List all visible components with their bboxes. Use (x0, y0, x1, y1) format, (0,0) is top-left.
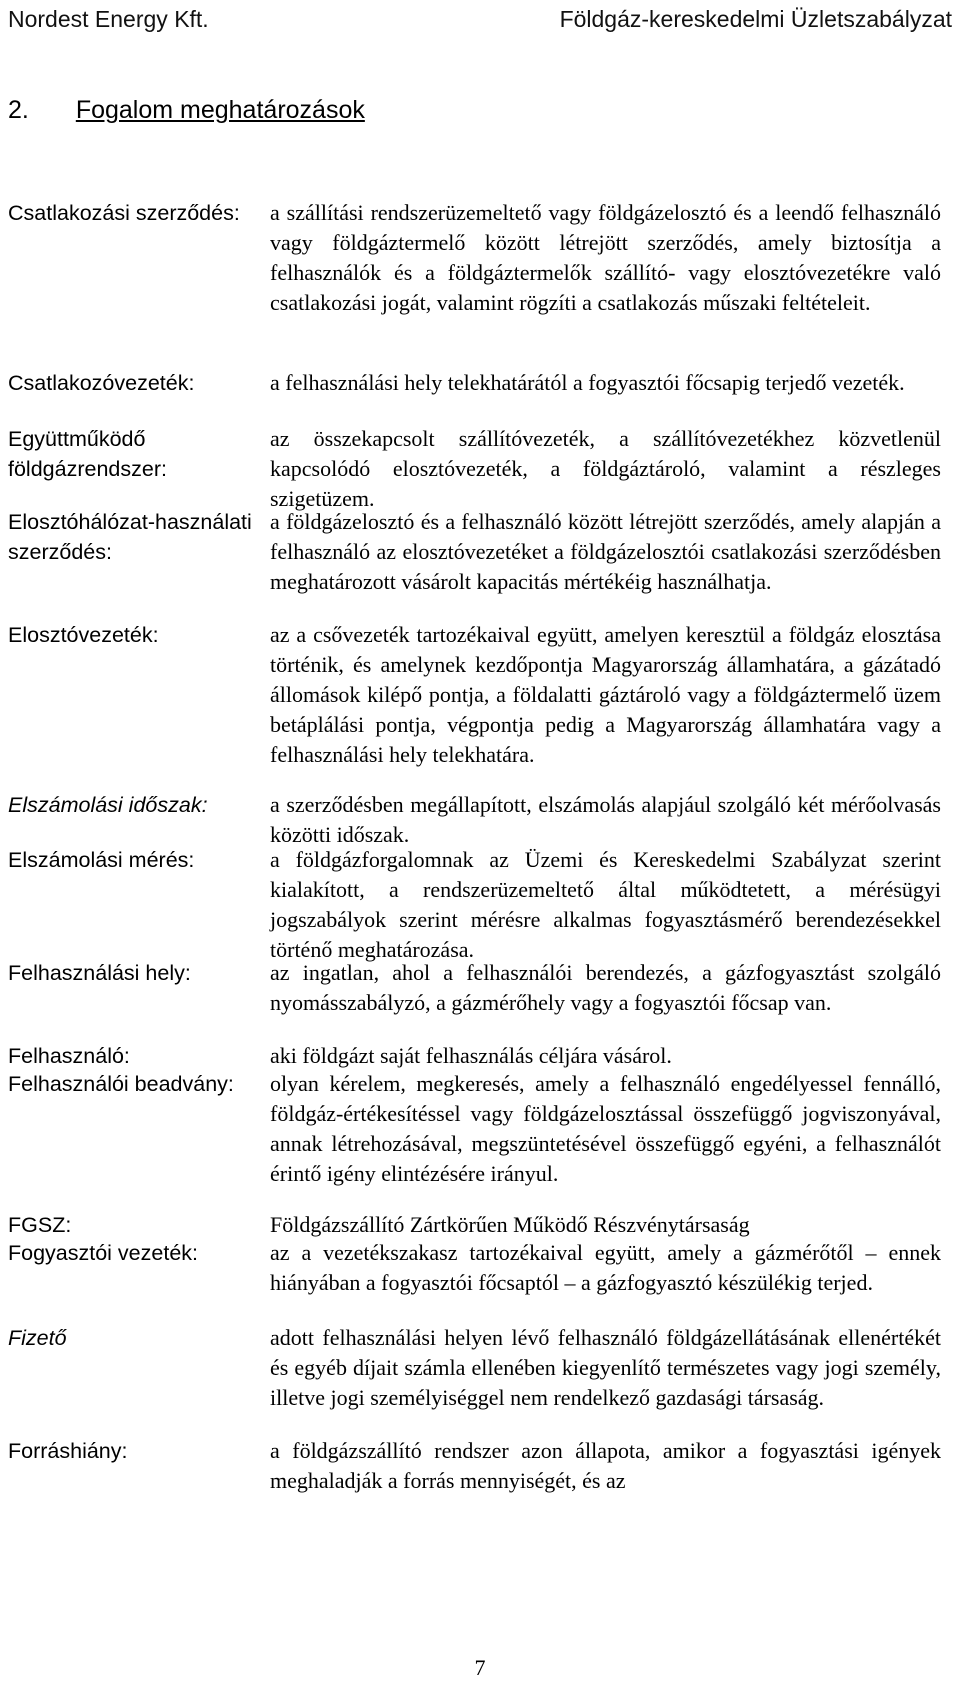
term-elosztohalozat-hasznalati-szerzodes: Elosztóhálózat-használati szerződés: (8, 510, 252, 564)
page-number: 7 (474, 1655, 486, 1680)
section-heading (8, 96, 365, 125)
definition-elosztohalozat-hasznalati-szerzodes: a földgázelosztó és a felhasználó között létrejött szerződés, amely alapján a felhasználó az elosztóvezetéket a földgázelosztói csatlakozási szerződésben meghatározott vásárolt kapacitás mértékéig használhatja. (270, 509, 941, 594)
term-fizeto: Fizető (8, 1326, 67, 1350)
section-number: 2. (8, 96, 29, 124)
definition-fgsz: Földgázszállító Zártkörűen Működő Részvénytársaság (270, 1212, 750, 1237)
term-egyuttmukodo-foldgazrendszer: Együttműködő földgázrendszer: (8, 427, 167, 481)
term-elosztovezetek: Elosztóvezeték: (8, 623, 159, 647)
definition-csatlakozasi-szerzodes: a szállítási rendszerüzemeltető vagy földgázelosztó és a leendő felhasználó vagy földgáztermelő között létrejött szerződés, amely biztosítja a felhasználók és a földgáztermelők szállító- vagy elosztóvezetékre való csatlakozási jogát, valamint rögzíti a csatlakozás műszaki feltételeit. (270, 200, 941, 315)
term-felhasznalasi-hely: Felhasználási hely: (8, 961, 191, 985)
company-name: Nordest Energy Kft. (8, 6, 209, 32)
definition-elszamolasi-idoszak: a szerződésben megállapított, elszámolás alapjául szolgáló két mérőolvasás közötti időszak. (270, 792, 941, 847)
term-forrashiany: Forráshiány: (8, 1439, 128, 1463)
term-felhasznaloi-beadvany: Felhasználói beadvány: (8, 1072, 234, 1096)
term-csatlakozovezetek: Csatlakozóvezeték: (8, 371, 195, 395)
term-felhasznalo: Felhasználó: (8, 1044, 130, 1068)
definition-elosztovezetek: az a csővezeték tartozékaival együtt, amelyen keresztül a földgáz elosztása történik, és amelynek kezdőpontja Magyarország államhatára, a gázátadó állomások kilépő pontja, a földalatti gáztároló vagy a földgáztermelő üzem betáplálási pontja, végpontja pedig a Magyarország államhatára vagy a felhasználási hely telekhatára. (270, 622, 941, 767)
definition-felhasznalasi-hely: az ingatlan, ahol a felhasználói berendezés, a gázfogyasztást szolgáló nyomásszabályzó, a gázmérőhely vagy a fogyasztói főcsap van. (270, 960, 941, 1015)
page-header (0, 0, 960, 40)
term-fogyasztoi-vezetek: Fogyasztói vezeték: (8, 1241, 199, 1265)
term-csatlakozasi-szerzodes: Csatlakozási szerződés: (8, 201, 240, 225)
definition-felhasznalo: aki földgázt saját felhasználás céljára vásárol. (270, 1043, 672, 1068)
definition-fogyasztoi-vezetek: az a vezetékszakasz tartozékaival együtt, amely a gázmérőtől – ennek hiányában a fogyasztói főcsaptól – a gázfogyasztó készülékig terjed. (270, 1240, 941, 1295)
definition-felhasznaloi-beadvany: olyan kérelem, megkeresés, amely a felhasználó engedélyessel fennálló, földgáz-értékesítéssel vagy földgázelosztással összefüggő jogviszonyával, annak létrehozásával, megszüntetésével összefüggő egyéni, a felhasználót érintő igény elintézésére irányul. (270, 1071, 941, 1186)
term-elszamolasi-meres: Elszámolási mérés: (8, 848, 195, 872)
definition-fizeto: adott felhasználási helyen lévő felhasználó földgázellátásának ellenértékét és egyéb díjait számla ellenében kiegyenlítő természetes vagy jogi személy, illetve jogi személyiséggel nem rendelkező gazdasági társaság. (270, 1325, 941, 1410)
term-fgsz: FGSZ: (8, 1213, 72, 1237)
term-elszamolasi-idoszak: Elszámolási időszak: (8, 793, 208, 817)
definition-elszamolasi-meres: a földgázforgalomnak az Üzemi és Kereskedelmi Szabályzat szerint kialakított, a rendszerüzemeltető által működtetett, a mérésügyi jogszabályok szerint mérésre alkalmas fogyasztásmérő berendezésekkel történő meghatározása. (270, 847, 941, 962)
definition-egyuttmukodo-foldgazrendszer: az összekapcsolt szállítóvezeték, a szállítóvezetékhez közvetlenül kapcsolódó elosztóvezeték, a földgáztároló, valamint a részleges szigetüzem. (270, 426, 941, 511)
section-title: Fogalom meghatározások (75, 96, 365, 124)
definition-forrashiany: a földgázszállító rendszer azon állapota, amikor a fogyasztási igények meghaladják a forrás mennyiségét, és az (270, 1438, 941, 1493)
definition-csatlakozovezetek: a felhasználási hely telekhatárától a fogyasztói főcsapig terjedő vezeték. (270, 370, 905, 395)
document-title: Földgáz-kereskedelmi Üzletszabályzat (559, 6, 952, 32)
